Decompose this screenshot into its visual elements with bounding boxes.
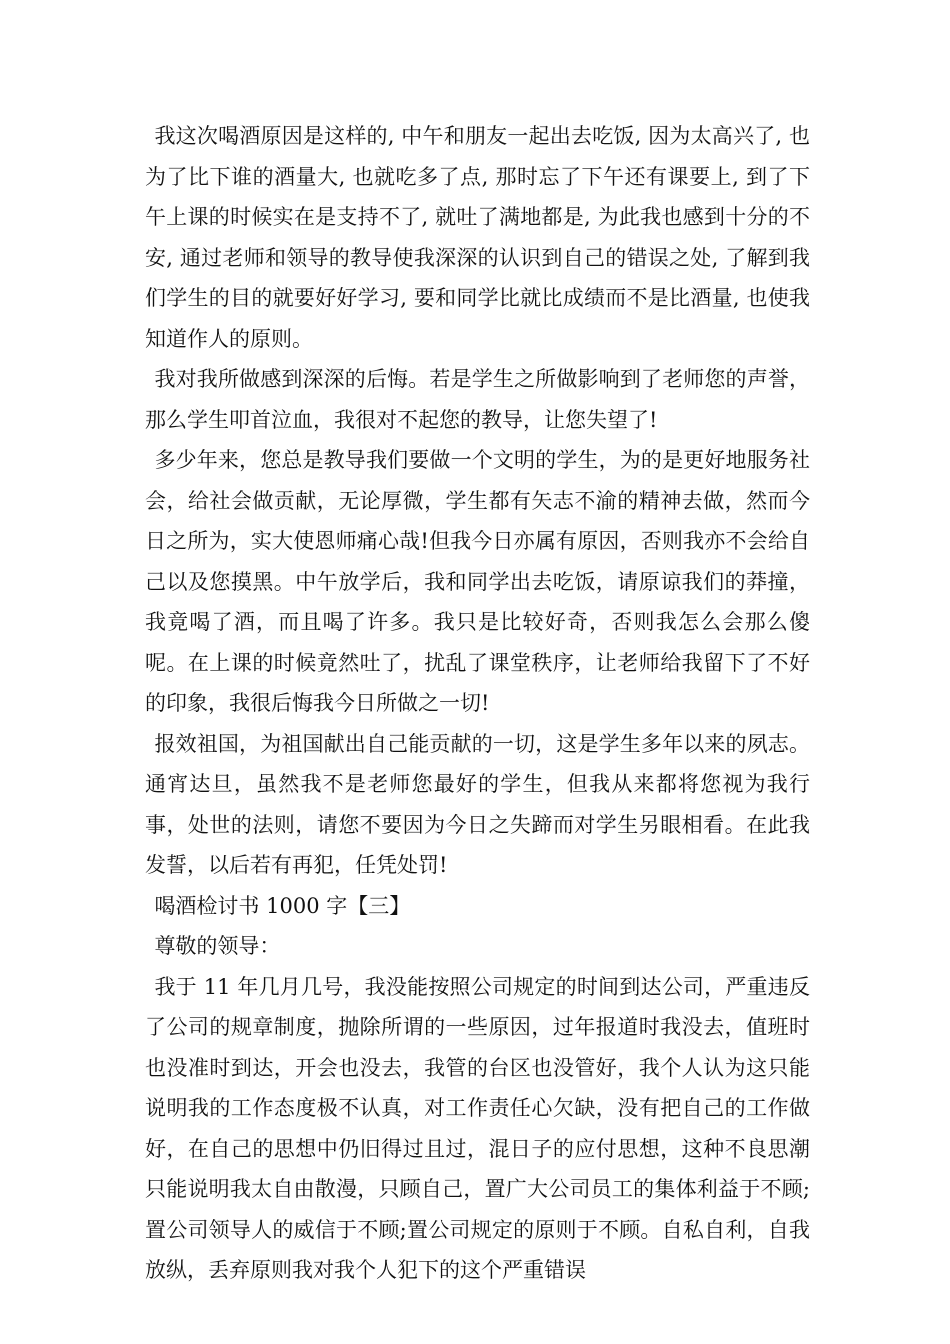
paragraph-drinking-reason: 我这次喝酒原因是这样的, 中午和朋友一起出去吃饭, 因为太高兴了, 也为了比下谁的酒量大, 也就吃多了点, 那时忘了下午还有课要上, 到了下午上课的时候实在是支持不了, 就吐了满地都是, 为此我也感到十分的不安, 通过老师和领导的教导使我深深的认识到自己的错误之处, 了解到我们学生的目的就要好好学习, 要和同学比就比成绩而不是比酒量, 也使我知道作人的原则。 bbox=[145, 124, 810, 351]
paragraph-regret: 我对我所做感到深深的后悔。若是学生之所做影响到了老师您的声誉，那么学生叩首泣血，我很对不起您的教导，让您失望了! bbox=[145, 367, 810, 432]
paragraph-teacher-guidance: 多少年来，您总是教导我们要做一个文明的学生，为的是更好地服务社会，给社会做贡献，无论厚微，学生都有矢志不渝的精神去做，然而今日之所为，实大使恩师痛心哉!但我今日亦属有原因，否则我亦不会给自己以及您摸黑。中午放学后，我和同学出去吃饭，请原谅我们的莽撞，我竟喝了酒，而且喝了许多。我只是比较好奇，否则我怎么会那么傻呢。在上课的时候竟然吐了，扰乱了课堂秩序，让老师给我留下了不好的印象，我很后悔我今日所做之一切! bbox=[145, 448, 810, 715]
section-title: 喝酒检讨书 1000 字【三】 bbox=[154, 893, 411, 918]
document-body bbox=[145, 116, 810, 1291]
paragraph-vow: 报效祖国，为祖国献出自己能贡献的一切，这是学生多年以来的夙志。通宵达旦，虽然我不是老师您最好的学生，但我从来都将您视为我行事，处世的法则，请您不要因为今日之失蹄而对学生另眼相看。在此我发誓，以后若有再犯，任凭处罚! bbox=[145, 731, 810, 877]
salutation: 尊敬的领导： bbox=[154, 934, 281, 958]
paragraph-letter-body: 我于 11 年几月几号，我没能按照公司规定的时间到达公司，严重违反了公司的规章制度，抛除所谓的一些原因，过年报道时我没去，值班时也没准时到达，开会也没去，我管的台区也没管好，我个人认为这只能说明我的工作态度极不认真，对工作责任心欠缺，没有把自己的工作做好，在自己的思想中仍旧得过且过，混日子的应付思想，这种不良思潮只能说明我太自由散漫，只顾自己，置广大公司员工的集体利益于不顾;置公司领导人的威信于不顾;置公司规定的原则于不顾。自私自利，自我放纵，丢弃原则我对我个人犯下的这个严重错误 bbox=[145, 974, 810, 1282]
